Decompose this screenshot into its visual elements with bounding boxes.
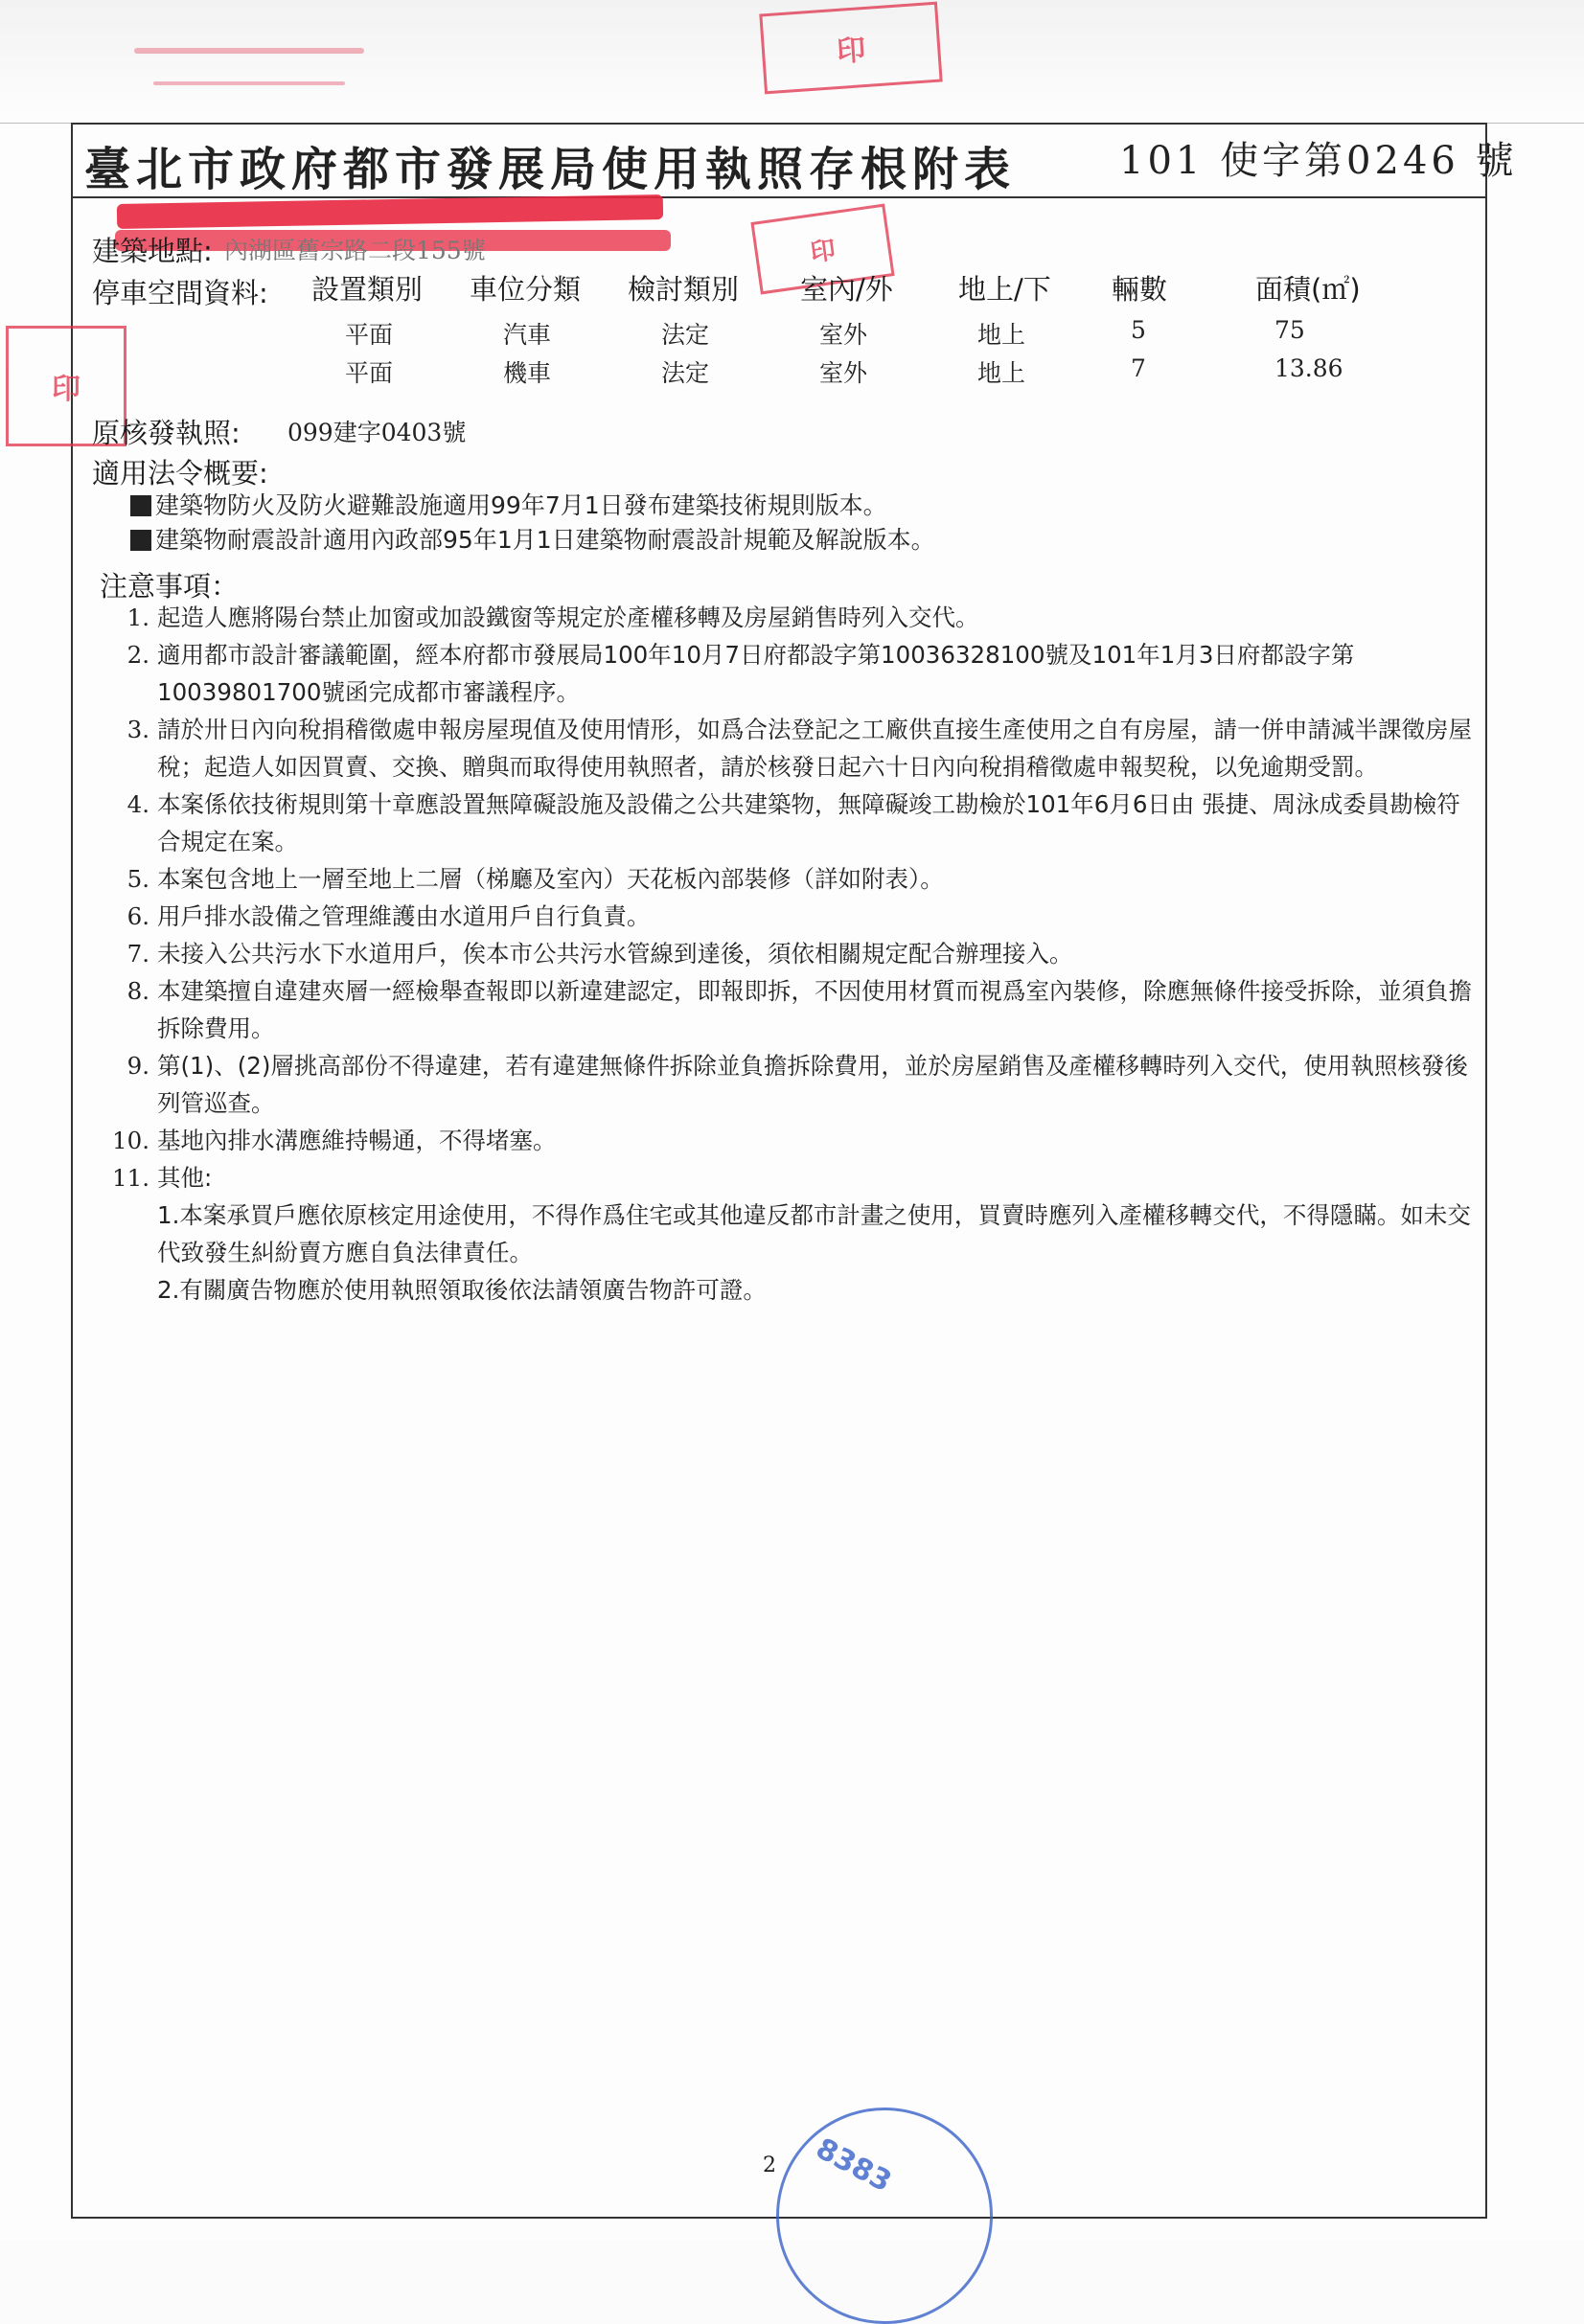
note-text: 本建築擅自違建夾層一經檢舉查報即以新違建認定，即報即拆，不因使用材質而視爲室內裝修，除應無條件接受拆除，並須負擔拆除費用。: [157, 977, 1472, 1042]
law-item-text: 建築物耐震設計適用內政部95年1月1日建築物耐震設計規範及解說版本。: [155, 526, 935, 554]
other-note-item: 1.本案承買戶應依原核定用途使用，不得作爲住宅或其他違反都市計畫之使用，買賣時應列入產權移轉交代，不得隱瞞。如未交代致發生糾紛賣方應自負法律責任。: [157, 1201, 1471, 1266]
parking-cell: 室外: [819, 359, 868, 387]
parking-cell: 法定: [661, 321, 710, 349]
note-text: 起造人應將陽台禁止加窗或加設鐵窗等規定於產權移轉及房屋銷售時列入交代。: [157, 604, 979, 631]
parking-cell: 地上: [977, 359, 1026, 387]
note-item: [105, 711, 1476, 786]
parking-cell: 5: [1131, 316, 1146, 344]
note-number: 1.: [126, 604, 149, 631]
note-number: 6.: [126, 902, 149, 930]
note-text: 本案係依技術規則第十章應設置無障礙設施及設備之公共建築物，無障礙竣工勘檢於101年6月6日由 張捷、周泳成委員勘檢符合規定在案。: [157, 790, 1460, 855]
square-bullet-icon: [130, 495, 151, 516]
law-item: [130, 521, 935, 556]
site-address-value: 內湖區舊宗路二段155號: [224, 237, 486, 264]
note-item: [105, 1047, 1476, 1122]
parking-column-header: 面積(㎡): [1255, 273, 1361, 306]
note-number: 11.: [112, 1164, 149, 1192]
note-number: 10.: [112, 1127, 149, 1154]
bottom-blue-seal: [776, 2108, 993, 2324]
parking-column-header: 車位分類: [470, 273, 582, 306]
square-bullet-icon: [130, 530, 151, 551]
note-number: 8.: [126, 977, 149, 1005]
parking-column-header: 室內/外: [800, 273, 893, 306]
left-red-seal: 印: [6, 326, 126, 446]
note-number: 7.: [126, 940, 149, 968]
parking-cell: 地上: [977, 321, 1026, 349]
top-stamp-remnant: [134, 29, 374, 105]
parking-cell: 平面: [345, 359, 394, 387]
laws-label: 適用法令概要:: [92, 457, 268, 490]
note-number: 3.: [126, 716, 149, 743]
parking-cell: 法定: [661, 359, 710, 387]
note-text: 基地內排水溝應維持暢通，不得堵塞。: [157, 1127, 557, 1154]
note-item: [105, 1122, 1476, 1159]
note-item: [105, 636, 1476, 711]
parking-column-header: 設置類別: [311, 273, 424, 306]
note-text: 用戶排水設備之管理維護由水道用戶自行負責。: [157, 902, 651, 930]
law-item: [130, 487, 887, 521]
page-number: 2: [763, 2153, 776, 2177]
red-seal-stamp: 印: [750, 204, 894, 295]
original-permit-value: 099建字0403號: [287, 419, 467, 446]
note-text: 請於卅日內向稅捐稽徵處申報房屋現值及使用情形，如爲合法登記之工廠供直接生產使用之自有房屋，請一併申請減半課徵房屋稅；起造人如因買賣、交換、贈與而取得使用執照者，請於核發日起六十日內向稅捐稽徵處申報契稅，以免逾期受罰。: [157, 716, 1472, 781]
parking-column-header: 輛數: [1112, 273, 1168, 306]
note-item: [105, 972, 1476, 1047]
note-text: 未接入公共污水下水道用戶，俟本市公共污水管線到達後，須依相關規定配合辦理接入。: [157, 940, 1073, 968]
note-item: [105, 786, 1476, 860]
note-item: [105, 898, 1476, 935]
permit-number: 101 使字第0246 號: [1119, 139, 1518, 183]
notes-label: 注意事項：: [100, 570, 240, 603]
note-number: 2.: [126, 641, 149, 669]
top-red-seal: 印: [759, 2, 942, 95]
note-item: [105, 935, 1476, 972]
note-item: [105, 860, 1476, 898]
seal-number: 8383: [810, 2131, 897, 2199]
parking-cell: 75: [1274, 316, 1305, 344]
notes-list: [105, 599, 1476, 1309]
parking-cell: 13.86: [1274, 354, 1343, 382]
document-title: 臺北市政府都市發展局使用執照存根附表: [84, 143, 1017, 196]
parking-cell: 室外: [819, 321, 868, 349]
parking-column-header: 地上/下: [958, 273, 1051, 306]
parking-cell: 平面: [345, 321, 394, 349]
note-text: 適用都市設計審議範圍，經本府都市發展局100年10月7日府都設字第10036328100號及101年1月3日府都設字第10039801700號函完成都市審議程序。: [157, 641, 1355, 706]
original-permit-label: 原核發執照:: [92, 417, 241, 449]
note-text: 其他:: [157, 1164, 213, 1192]
note-number: 5.: [126, 865, 149, 893]
other-note-item: 2.有關廣告物應於使用執照領取後依法請領廣告物許可證。: [157, 1276, 767, 1304]
note-number: 4.: [126, 790, 149, 818]
note-text: 本案包含地上一層至地上二層（梯廳及室內）天花板內部裝修（詳如附表）。: [157, 865, 944, 893]
parking-cell: 汽車: [503, 321, 552, 349]
note-text: 第(1)、(2)層挑高部份不得違建，若有違建無條件拆除並負擔拆除費用，並於房屋銷售及產權移轉時列入交代，使用執照核發後列管巡查。: [157, 1052, 1468, 1117]
note-number: 9.: [126, 1052, 149, 1080]
note-item: [105, 599, 1476, 636]
parking-label: 停車空間資料:: [92, 277, 268, 309]
note-item: [105, 1159, 1476, 1196]
law-item-text: 建築物防火及防火避難設施適用99年7月1日發布建築技術規則版本。: [155, 491, 887, 519]
site-address-label: 建築地點:: [92, 235, 213, 267]
parking-cell: 7: [1131, 354, 1146, 382]
parking-cell: 機車: [503, 359, 552, 387]
parking-column-header: 檢討類別: [628, 273, 740, 306]
